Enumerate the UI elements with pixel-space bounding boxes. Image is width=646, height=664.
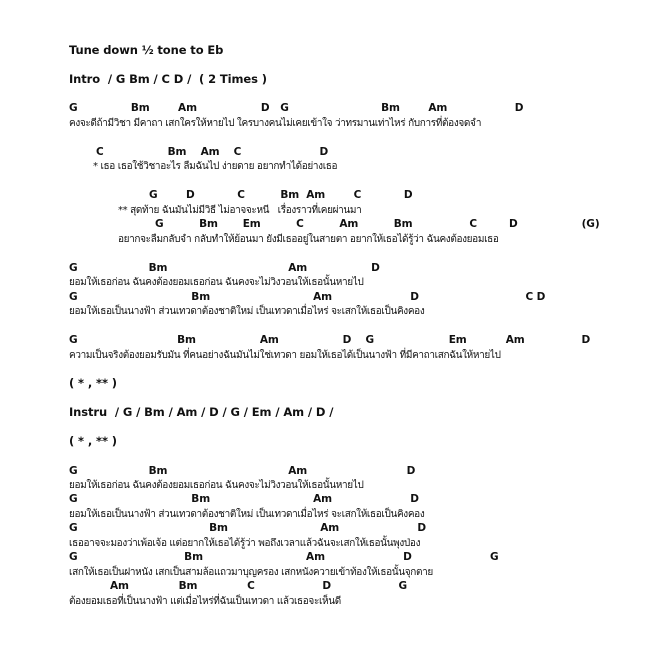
verse3-lyrics-2: ยอมให้เธอเป็นนางฟ้า ส่วนเทวดาต้องชาติใหม่ เป็นเทวดาเมื่อไหร่ จะเสกให้เธอเป็นคิงคอง: [69, 509, 425, 520]
verse2-chords-2: G Bm Am D C D: [69, 291, 546, 303]
verse2-chords-1: G Bm Am D: [69, 262, 380, 274]
chorus-chords-1: G D C Bm Am C D: [149, 189, 413, 201]
verse1-chords-1: G Bm Am D G Bm Am D: [69, 102, 524, 114]
verse3-lyrics-3: เธออาจจะมองว่าเพ้อเจ้อ แต่อยากให้เธอได้รู้ว่า พอถึงเวลาแล้วฉันจะเสกให้เธอนั้นพุงป่อง: [69, 538, 421, 549]
chorus-lyrics-1: ** สุดท้าย ฉันมันไม่มีวิธี ไม่อาจจะหนี เรื่องราวที่เคยผ่านมา: [118, 205, 362, 216]
verse3-chords-3: G Bm Am D: [69, 522, 426, 534]
verse2-lyrics-1: ยอมให้เธอก่อน ฉันคงต้องยอมเธอก่อน ฉันคงจะไม่วิงวอนให้เธอนั้นหายไป: [69, 277, 364, 288]
verse3-lyrics-4: เสกให้เธอเป็นฝาหนัง เสกเป็นสามล้อแถวมาบุญครอง เสกหนังควายเข้าท้องให้เธอนั้นจุกตาย: [69, 567, 433, 578]
verse3-chords-4: G Bm Am D G: [69, 551, 499, 563]
verse2-lyrics-3: ความเป็นจริงต้องยอมรับมัน ที่คนอย่างฉันมันไม่ใช่เทวดา ยอมให้เธอได้เป็นนางฟ้า ที่มีคาถาเสกฉันให้หายไป: [69, 350, 501, 361]
prechorus-lyrics-1: * เธอ เธอใช้วิชาอะไร ลืมฉันไป ง่ายดาย อยากทำได้อย่างเธอ: [93, 161, 338, 172]
verse2-lyrics-2: ยอมให้เธอเป็นนางฟ้า ส่วนเทวดาต้องชาติใหม่ เป็นเทวดาเมื่อไหร่ จะเสกให้เธอเป็นคิงคอง: [69, 306, 425, 317]
verse3-lyrics-1: ยอมให้เธอก่อน ฉันคงต้องยอมเธอก่อน ฉันคงจะไม่วิงวอนให้เธอนั้นหายไป: [69, 480, 364, 491]
verse3-chords-5: Am Bm C D G: [110, 580, 408, 592]
verse3-lyrics-5: ต้องยอมเธอที่เป็นนางฟ้า แต่เมื่อไหร่ที่ฉันเป็นเทวดา แล้วเธอจะเห็นดี: [69, 596, 341, 607]
repeat-marker-1: ( * , ** ): [69, 376, 117, 390]
prechorus-chords-1: C Bm Am C D: [96, 146, 329, 158]
chorus-lyrics-2: อยากจะลืมกลับจำ กลับทำให้ย้อนมา ยังมีเธออยู่ในสายตา อยากให้เธอได้รู้ว่า ฉันคงต้องยอมเธอ: [118, 234, 499, 245]
verse1-lyrics-1: คงจะดีถ้ามีวิชา มีคาถา เสกใครให้หายไป ใครบางคนไม่เคยเข้าใจ ว่าทรมานเท่าไหร่ กับการที่ต้องจดจำ: [69, 118, 482, 129]
chorus-chords-2: G Bm Em C Am Bm C D (G): [155, 218, 600, 230]
tuning-line: Tune down ½ tone to Eb: [69, 43, 224, 57]
intro-line: Intro / G Bm / C D / ( 2 Times ): [69, 72, 267, 86]
verse2-chords-3: G Bm Am D G Em Am D: [69, 334, 591, 346]
instrumental-line: Instru / G / Bm / Am / D / G / Em / Am / D /: [69, 405, 334, 419]
verse3-chords-2: G Bm Am D: [69, 493, 419, 505]
verse3-chords-1: G Bm Am D: [69, 465, 416, 477]
repeat-marker-2: ( * , ** ): [69, 434, 117, 448]
